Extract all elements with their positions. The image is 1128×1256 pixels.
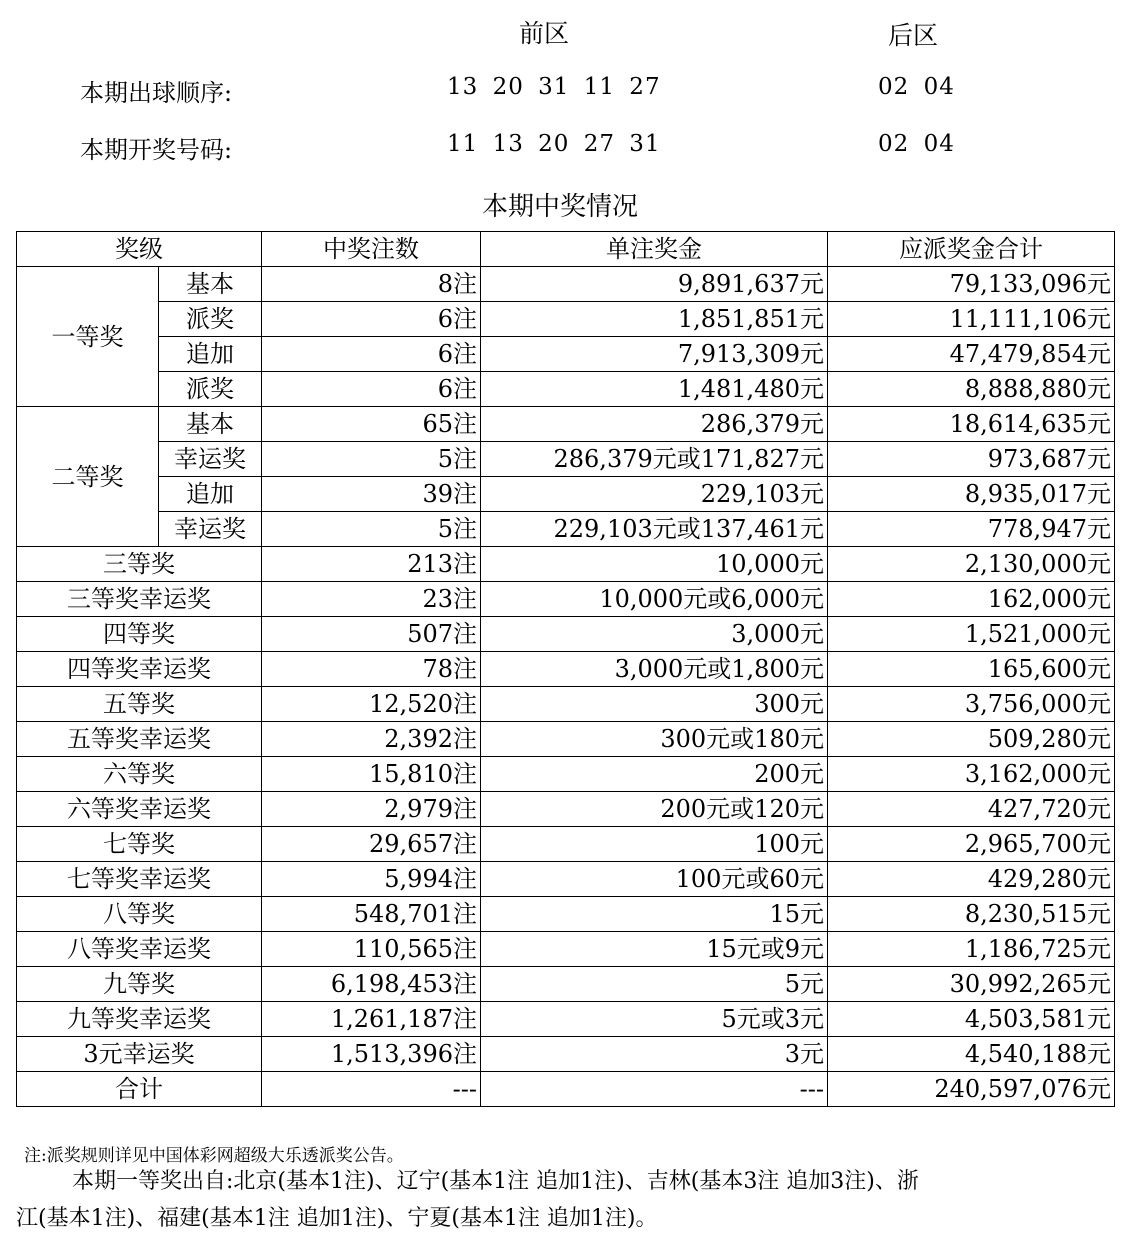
table-row <box>17 617 1115 652</box>
back-zone-label: 后区 <box>888 21 939 50</box>
winner-count: 1,261,187注 <box>262 1002 481 1037</box>
table-row <box>17 442 1115 477</box>
prize-amount: 1,481,480元 <box>481 372 828 407</box>
header-total: 应派奖金合计 <box>828 232 1115 267</box>
prize-total: 165,600元 <box>828 652 1115 687</box>
prize-total: 11,111,106元 <box>828 302 1115 337</box>
prize-level: 三等奖幸运奖 <box>17 582 262 617</box>
table-row <box>17 862 1115 897</box>
winner-count: 65注 <box>262 407 481 442</box>
winner-count: 213注 <box>262 547 481 582</box>
other-prize-rows <box>17 547 1115 1072</box>
winning-front-numbers: 11 13 20 27 31 <box>447 131 661 157</box>
footnote: 注:派奖规则详见中国体彩网超级大乐透派奖公告。 <box>24 1146 404 1166</box>
prize-total: 79,133,096元 <box>828 267 1115 302</box>
table-row <box>17 582 1115 617</box>
prize-total: 973,687元 <box>828 442 1115 477</box>
prize-level: 六等奖幸运奖 <box>17 792 262 827</box>
table-row <box>17 827 1115 862</box>
second-prize-label: 二等奖 <box>17 407 159 547</box>
prize-total: 30,992,265元 <box>828 967 1115 1002</box>
prize-amount: 10,000元 <box>481 547 828 582</box>
summary-amount: --- <box>481 1072 828 1107</box>
draw-order-label: 本期出球顺序: <box>80 79 233 107</box>
winner-count: 5注 <box>262 442 481 477</box>
prize-amount: 1,851,851元 <box>481 302 828 337</box>
prize-total: 509,280元 <box>828 722 1115 757</box>
sub-level: 追加 <box>159 337 262 372</box>
winner-count: 2,392注 <box>262 722 481 757</box>
prize-amount: 286,379元或171,827元 <box>481 442 828 477</box>
prize-total: 2,965,700元 <box>828 827 1115 862</box>
table-header-row <box>17 232 1115 267</box>
prize-total: 1,521,000元 <box>828 617 1115 652</box>
table-row <box>17 512 1115 547</box>
table-row <box>17 1002 1115 1037</box>
table-row <box>17 1037 1115 1072</box>
sub-level: 幸运奖 <box>159 512 262 547</box>
winner-count: 6注 <box>262 372 481 407</box>
winning-back-numbers: 02 04 <box>878 131 955 157</box>
header-amount: 单注奖金 <box>481 232 828 267</box>
winner-count: 15,810注 <box>262 757 481 792</box>
table-row <box>17 302 1115 337</box>
prize-amount: 9,891,637元 <box>481 267 828 302</box>
winner-count: 8注 <box>262 267 481 302</box>
prize-level: 七等奖幸运奖 <box>17 862 262 897</box>
table-row <box>17 722 1115 757</box>
winner-count: 5注 <box>262 512 481 547</box>
prize-total: 8,935,017元 <box>828 477 1115 512</box>
front-zone-label: 前区 <box>519 19 570 48</box>
winner-count: 78注 <box>262 652 481 687</box>
winner-count: 6注 <box>262 302 481 337</box>
winner-count: 5,994注 <box>262 862 481 897</box>
prize-total: 4,540,188元 <box>828 1037 1115 1072</box>
prize-table <box>16 231 1115 1107</box>
first-prize-origin-line1: 本期一等奖出自:北京(基本1注)、辽宁(基本1注 追加1注)、吉林(基本3注 追加3注)、浙 <box>72 1169 919 1194</box>
header-level: 奖级 <box>17 232 262 267</box>
prize-total: 778,947元 <box>828 512 1115 547</box>
prize-level: 三等奖 <box>17 547 262 582</box>
prize-amount: 100元或60元 <box>481 862 828 897</box>
table-row <box>17 547 1115 582</box>
prize-amount: 7,913,309元 <box>481 337 828 372</box>
prize-amount: 5元 <box>481 967 828 1002</box>
sub-level: 幸运奖 <box>159 442 262 477</box>
prize-amount: 200元或120元 <box>481 792 828 827</box>
summary-total: 240,597,076元 <box>828 1072 1115 1107</box>
prize-amount: 5元或3元 <box>481 1002 828 1037</box>
sub-level: 基本 <box>159 267 262 302</box>
header-count: 中奖注数 <box>262 232 481 267</box>
winner-count: 23注 <box>262 582 481 617</box>
draw-order-front-numbers: 13 20 31 11 27 <box>447 74 661 100</box>
sub-level: 追加 <box>159 477 262 512</box>
prize-level: 八等奖幸运奖 <box>17 932 262 967</box>
winner-count: 1,513,396注 <box>262 1037 481 1072</box>
winner-count: 39注 <box>262 477 481 512</box>
prize-total: 4,503,581元 <box>828 1002 1115 1037</box>
winning-numbers-label: 本期开奖号码: <box>80 136 233 164</box>
prize-total: 8,888,880元 <box>828 372 1115 407</box>
prize-total: 47,479,854元 <box>828 337 1115 372</box>
winner-count: 507注 <box>262 617 481 652</box>
prize-amount: 10,000元或6,000元 <box>481 582 828 617</box>
prize-total: 427,720元 <box>828 792 1115 827</box>
prize-total: 18,614,635元 <box>828 407 1115 442</box>
prize-level: 五等奖 <box>17 687 262 722</box>
winner-count: 6注 <box>262 337 481 372</box>
sub-level: 基本 <box>159 407 262 442</box>
prize-amount: 100元 <box>481 827 828 862</box>
table-row <box>17 687 1115 722</box>
prize-amount: 229,103元或137,461元 <box>481 512 828 547</box>
prize-total: 3,756,000元 <box>828 687 1115 722</box>
prize-total: 1,186,725元 <box>828 932 1115 967</box>
table-row <box>17 337 1115 372</box>
prize-amount: 3元 <box>481 1037 828 1072</box>
sub-level: 派奖 <box>159 372 262 407</box>
prize-level: 八等奖 <box>17 897 262 932</box>
prize-amount: 15元或9元 <box>481 932 828 967</box>
prize-level: 3元幸运奖 <box>17 1037 262 1072</box>
prize-amount: 200元 <box>481 757 828 792</box>
first-prize-label: 一等奖 <box>17 267 159 407</box>
table-row <box>17 932 1115 967</box>
draw-order-back-numbers: 02 04 <box>878 74 955 100</box>
sub-level: 派奖 <box>159 302 262 337</box>
prize-total: 8,230,515元 <box>828 897 1115 932</box>
first-prize-origin-line2: 江(基本1注)、福建(基本1注 追加1注)、宁夏(基本1注 追加1注)。 <box>16 1206 658 1231</box>
prize-amount: 3,000元 <box>481 617 828 652</box>
winner-count: 2,979注 <box>262 792 481 827</box>
winner-count: 548,701注 <box>262 897 481 932</box>
prize-amount: 300元或180元 <box>481 722 828 757</box>
prize-level: 六等奖 <box>17 757 262 792</box>
prize-amount: 286,379元 <box>481 407 828 442</box>
prize-level: 四等奖 <box>17 617 262 652</box>
table-row <box>17 792 1115 827</box>
table-row <box>17 407 1115 442</box>
prize-amount: 300元 <box>481 687 828 722</box>
prize-level: 七等奖 <box>17 827 262 862</box>
prize-total: 429,280元 <box>828 862 1115 897</box>
table-row <box>17 897 1115 932</box>
prize-level: 九等奖幸运奖 <box>17 1002 262 1037</box>
winner-count: 12,520注 <box>262 687 481 722</box>
summary-count: --- <box>262 1072 481 1107</box>
table-row <box>17 267 1115 302</box>
winner-count: 110,565注 <box>262 932 481 967</box>
winner-count: 29,657注 <box>262 827 481 862</box>
table-row <box>17 477 1115 512</box>
summary-row <box>17 1072 1115 1107</box>
prize-level: 四等奖幸运奖 <box>17 652 262 687</box>
prize-total: 3,162,000元 <box>828 757 1115 792</box>
summary-label: 合计 <box>17 1072 262 1107</box>
table-row <box>17 652 1115 687</box>
prize-amount: 3,000元或1,800元 <box>481 652 828 687</box>
table-title: 本期中奖情况 <box>482 192 639 222</box>
prize-level: 五等奖幸运奖 <box>17 722 262 757</box>
prize-total: 2,130,000元 <box>828 547 1115 582</box>
prize-amount: 15元 <box>481 897 828 932</box>
winner-count: 6,198,453注 <box>262 967 481 1002</box>
table-row <box>17 967 1115 1002</box>
prize-total: 162,000元 <box>828 582 1115 617</box>
table-row <box>17 372 1115 407</box>
prize-amount: 229,103元 <box>481 477 828 512</box>
prize-level: 九等奖 <box>17 967 262 1002</box>
table-row <box>17 757 1115 792</box>
